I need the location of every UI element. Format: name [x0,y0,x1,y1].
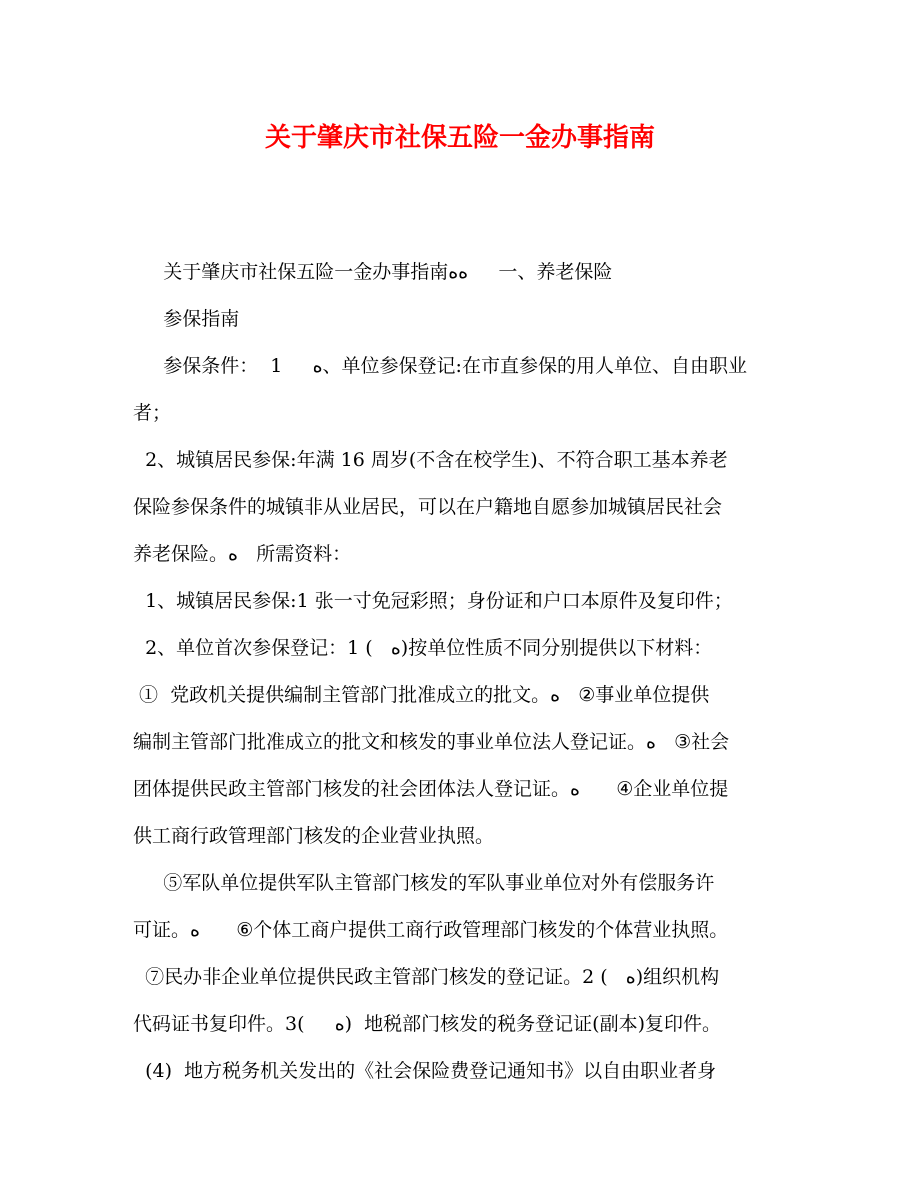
paragraph-line: ① 党政机关提供编制主管部门批准成立的批文。ﻩ ②事业单位提供 [133,684,710,706]
paragraph-line: 保险参保条件的城镇非从业居民，可以在户籍地自愿参加城镇居民社会 [133,496,723,518]
paragraph-line: 团体提供民政主管部门核发的社会团体法人登记证。ﻩ ④企业单位提 [133,778,729,800]
paragraph-line: ⑤军队单位提供军队主管部门核发的军队事业单位对外有偿服务许 [133,872,715,894]
paragraph-line: 可证。ﻩ ⑥个体工商户提供工商行政管理部门核发的个体营业执照。 [133,919,729,941]
page-title: 关于肇庆市社保五险一金办事指南 [264,123,655,153]
paragraph-line: 关于肇庆市社保五险一金办事指南ﻩﻩ 一、养老保险 [133,261,613,283]
paragraph-line: 参保条件： 1 ﻩ、单位参保登记:在市直参保的用人单位、自由职业 [133,355,747,377]
paragraph-line: 代码证书复印件。3( ﻩ) 地税部门核发的税务登记证(副本)复印件。 [133,1013,721,1035]
paragraph-line: 参保指南 [133,308,240,330]
document-body [133,249,793,1095]
paragraph-line: 者； [133,402,172,424]
paragraph-line: 供工商行政管理部门核发的企业营业执照。 [133,825,495,847]
paragraph-line: ⑦民办非企业单位提供民政主管部门核发的登记证。2 ( ﻩ)组织机构 [133,966,720,988]
paragraph-line: 2、单位首次参保登记：1 ( ﻩ)按单位性质不同分别提供以下材料： [133,637,713,659]
paragraph-line: 2、城镇居民参保:年满 16 周岁(不含在校学生)、不符合职工基本养老 [133,449,728,471]
paragraph-line: 1、城镇居民参保:1 张一寸免冠彩照；身份证和户口本原件及复印件； [133,590,733,612]
paragraph-line: (4) 地方税务机关发出的《社会保险费登记通知书》以自由职业者身 [133,1060,717,1082]
paragraph-line: 编制主管部门批准成立的批文和核发的事业单位法人登记证。ﻩ ③社会 [133,731,730,753]
paragraph-line: 养老保险。ﻩ 所需资料： [133,543,352,565]
